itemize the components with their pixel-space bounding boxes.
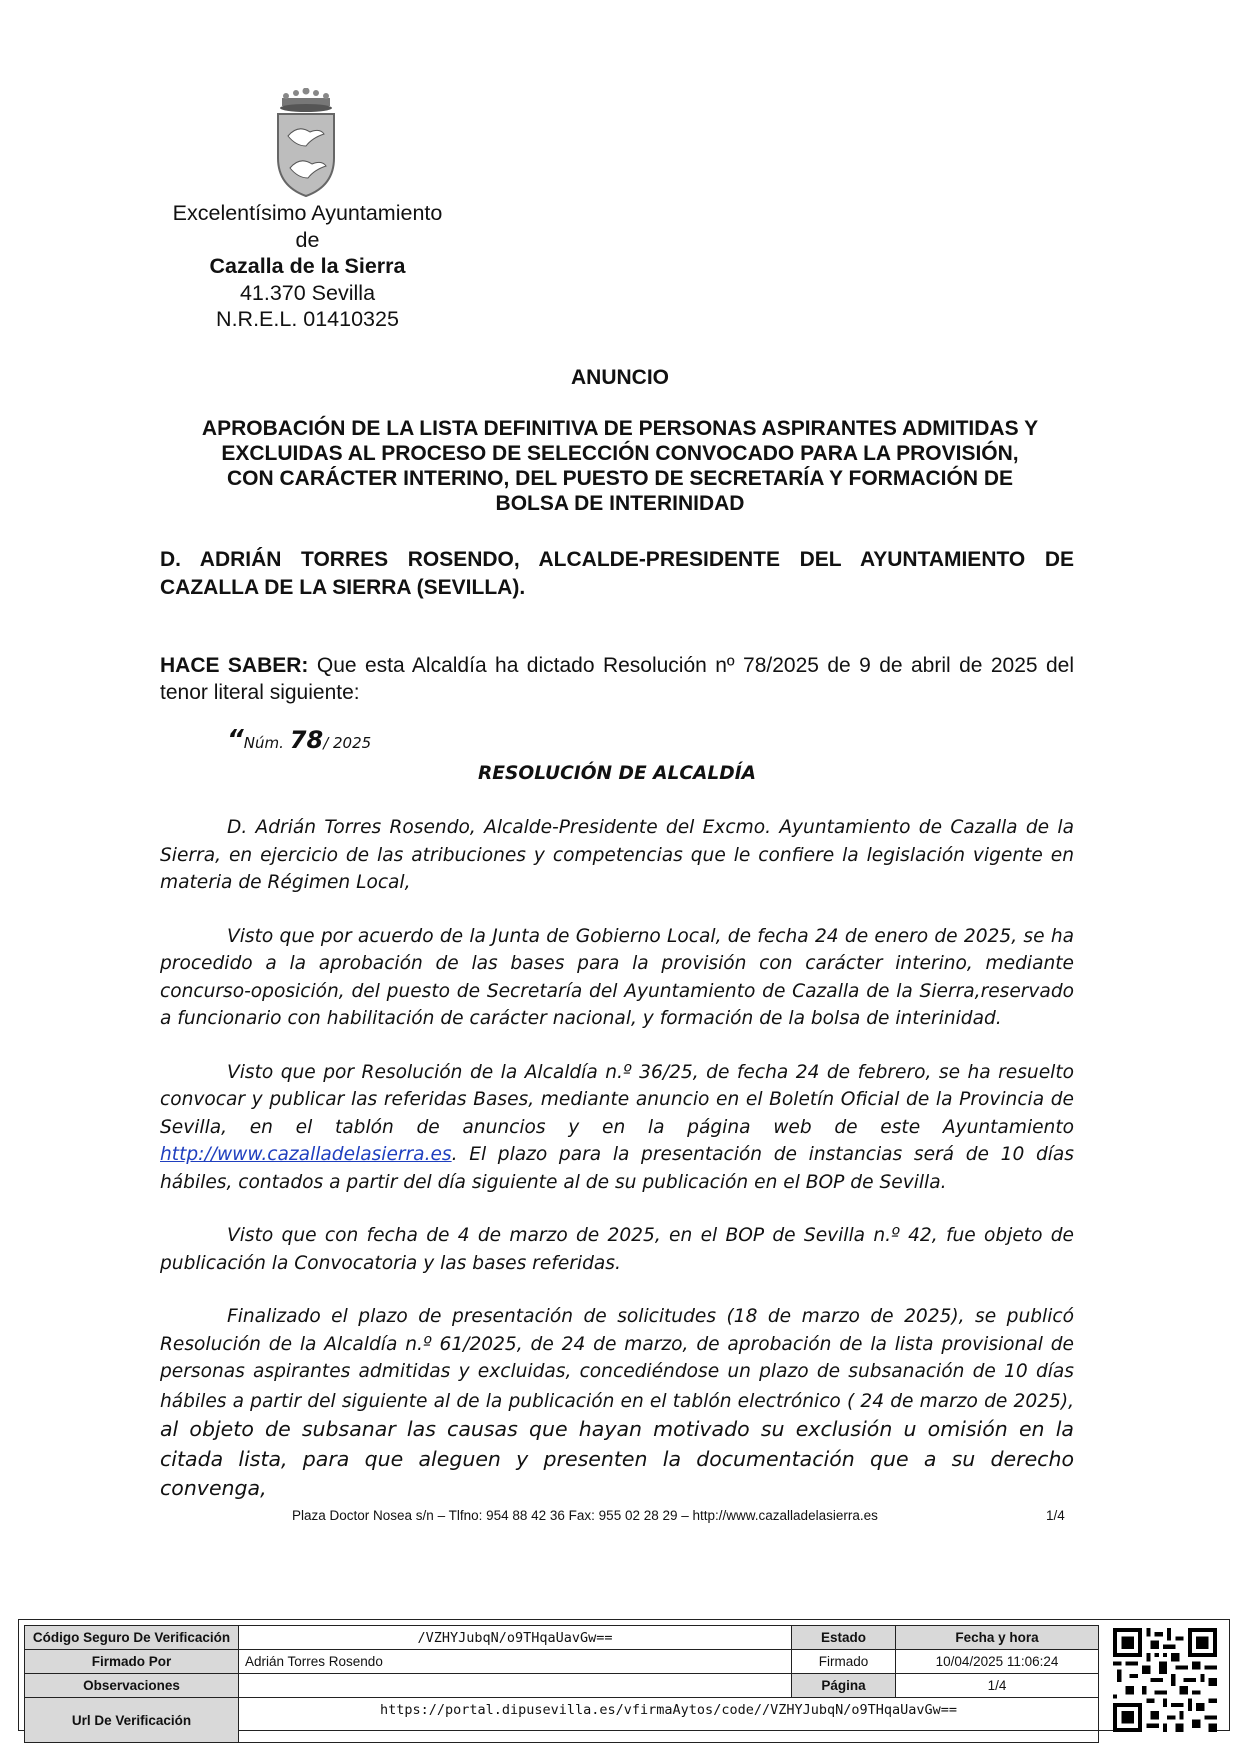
num-year: / 2025	[323, 734, 372, 752]
resolution-paragraph: Visto que por acuerdo de la Junta de Gobierno Local, de fecha 24 de enero de 2025, se ha procedido a la aprobación de las bases para la provisión con carácter interino, mediante concurso-oposición, del puesto de Secretaría del Ayuntamiento de Cazalla de la Sierra,reservado a funcionario con habilitación de carácter nacional, y formación de la bolsa de interinidad.	[160, 925, 1074, 1029]
estado-label: Estado	[792, 1626, 896, 1650]
fecha-value: 10/04/2025 11:06:24	[896, 1650, 1099, 1674]
resolution-paragraph: D. Adrián Torres Rosendo, Alcalde-Presidente del Excmo. Ayuntamiento de Cazalla de la Sierra, en ejercicio de las atribuciones y competencias que le confiere la legislación vigente en materia de Régimen Local,	[160, 817, 1074, 893]
pagina-label: Página	[792, 1674, 896, 1698]
website-link[interactable]: http://www.cazalladelasierra.es	[160, 1144, 452, 1165]
observaciones-value	[239, 1674, 792, 1698]
footer-page-number: 1/4	[1046, 1508, 1065, 1523]
num-label: Núm.	[243, 734, 284, 752]
title-line: BOLSA DE INTERINIDAD	[495, 492, 745, 515]
institution-line: de	[295, 227, 320, 252]
title-line: EXCLUIDAS AL PROCESO DE SELECCIÓN CONVOCADO PARA LA PROVISIÓN,	[221, 442, 1019, 465]
resolution-paragraph	[160, 1303, 1074, 1504]
institution-header	[145, 200, 470, 333]
resolution-number	[227, 727, 1141, 758]
estado-value: Firmado	[792, 1650, 896, 1674]
municipality-name: Cazalla de la Sierra	[209, 254, 406, 278]
url-value[interactable]: https://portal.dipusevilla.es/vfirmaAytos/code//VZHYJubqN/o9THqaUavGw==	[239, 1698, 1099, 1743]
postal-line: 41.370 Sevilla	[239, 280, 376, 305]
document-heading: ANUNCIO	[571, 366, 669, 389]
quote-mark: “	[227, 725, 244, 755]
resolution-title: RESOLUCIÓN DE ALCALDÍA	[477, 763, 757, 784]
institution-line: Excelentísimo Ayuntamiento	[172, 201, 443, 225]
coat-of-arms-icon	[272, 88, 340, 200]
p5-text-large: al objeto de subsanar las causas que hayan motivado su exclusión u omisión en la citada lista, para que aleguen y presenten la documentación que a su derecho convenga,	[160, 1417, 1074, 1500]
hace-saber-paragraph	[160, 652, 1074, 706]
resolution-paragraph: Visto que con fecha de 4 de marzo de 2025, en el BOP de Sevilla n.º 42, fue objeto de publicación la Convocatoria y las bases referidas.	[160, 1225, 1074, 1274]
resolution-body	[160, 814, 1074, 1504]
fecha-label: Fecha y hora	[896, 1626, 1099, 1650]
url-label: Url De Verificación	[25, 1698, 239, 1743]
issuer-statement: D. ADRIÁN TORRES ROSENDO, ALCALDE-PRESIDENTE DEL AYUNTAMIENTO DE CAZALLA DE LA SIERRA (SEVILLA).	[160, 548, 1074, 599]
qr-code-icon	[1113, 1628, 1217, 1732]
p5-text: Finalizado el plazo de presentación de solicitudes (18 de marzo de 2025), se publicó Resolución de la Alcaldía n.º 61/2025, de 24 de marzo, de aprobación de la lista provisional de personas aspirantes admitidas y excluidas, concediéndose un plazo de subsanación de 10 días hábiles a partir del siguiente al de la publicación en el tablón electrónico ( 24 de marzo de 2025),	[160, 1306, 1074, 1412]
hace-saber-text: Que esta Alcaldía ha dictado Resolución nº 78/2025 de 9 de abril de 2025 del tenor literal siguiente:	[160, 654, 1075, 704]
p3-text: Visto que por Resolución de la Alcaldía n.º 36/25, de fecha 24 de febrero, se ha resuelto convocar y publicar las referidas Bases, mediante anuncio en el Boletín Oficial de la Provincia de Sevilla, en el tablón de anuncios y en la página web de este Ayuntamiento	[160, 1061, 1074, 1138]
observaciones-label: Observaciones	[25, 1674, 239, 1698]
csv-label: Código Seguro De Verificación	[25, 1626, 239, 1650]
firmado-value: Adrián Torres Rosendo	[239, 1650, 792, 1674]
document-title	[160, 416, 1080, 516]
num-value: 78	[289, 726, 324, 754]
title-line: CON CARÁCTER INTERINO, DEL PUESTO DE SECRETARÍA Y FORMACIÓN DE	[226, 467, 1013, 490]
title-line: APROBACIÓN DE LA LISTA DEFINITIVA DE PERSONAS ASPIRANTES ADMITIDAS Y	[201, 417, 1039, 440]
nrel-line: N.R.E.L. 01410325	[216, 307, 399, 331]
p3-text-after: . El plazo para la presentación de instancias será de 10 días hábiles, contados a partir del día siguiente al de su publicación en el BOP de Sevilla.	[160, 1144, 1074, 1193]
signature-table	[24, 1625, 1099, 1743]
hace-saber-label: HACE SABER:	[160, 654, 309, 677]
csv-value: /VZHYJubqN/o9THqaUavGw==	[239, 1626, 792, 1650]
footer-address: Plaza Doctor Nosea s/n – Tlfno: 954 88 42 36 Fax: 955 02 28 29 – http://www.cazalladelasierra.es	[292, 1508, 878, 1523]
resolution-paragraph	[160, 1059, 1074, 1197]
firmado-label: Firmado Por	[25, 1650, 239, 1674]
pagina-value: 1/4	[896, 1674, 1099, 1698]
